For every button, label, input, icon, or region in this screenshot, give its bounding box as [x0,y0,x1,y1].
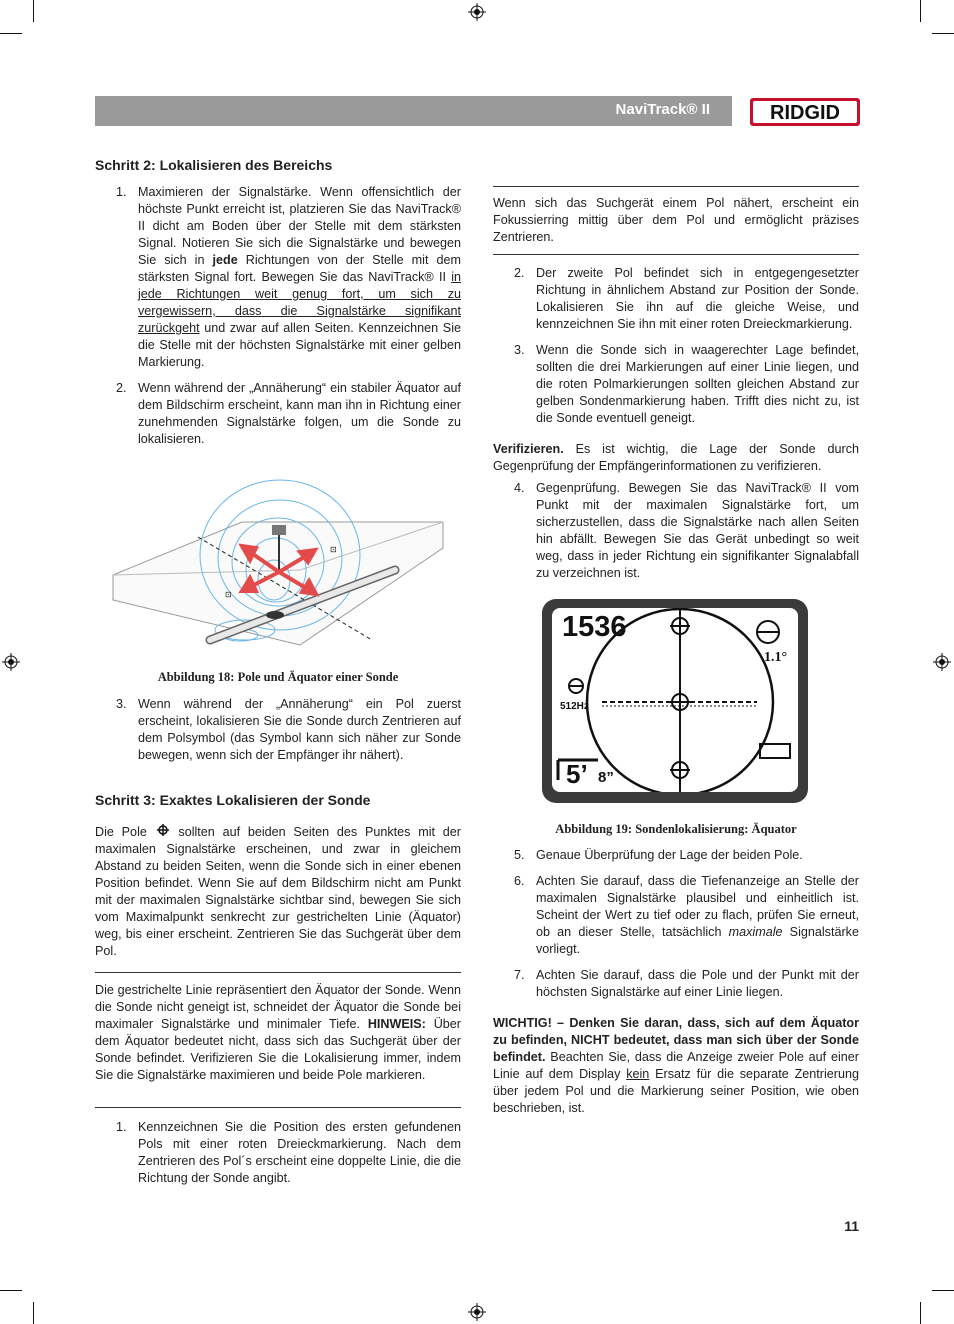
header-bar [95,96,732,126]
pole-icon [155,823,171,838]
item-text: Maximieren der Signalstärke. Wenn offensichtlich der höchste Punkt erreicht ist, platzieren Sie das NaviTrack® II dicht am Boden über der Stelle mit dem stärksten Signal. Notieren Sie sich die Signalstärke und bewegen Sie sich in [138,185,461,267]
list-item [514,847,859,864]
crop-mark [0,1290,22,1291]
note-label: HINWEIS: [367,1017,426,1031]
svg-text:⊡: ⊡ [330,545,337,554]
list-number: 4. [514,481,525,495]
list-item [514,342,859,427]
box-rule-top [493,186,859,187]
item-text: Achten Sie darauf, dass die Tiefenanzeige an Stelle der maximalen Signalstärke plausibel und einheitlich ist. Scheint der Wert zu tief oder zu flach, prüfen Sie erneut, ob an dieser Stelle, tatsächlich [536,874,859,939]
registration-mark-icon [468,3,486,21]
list-item [514,873,859,958]
figure-19-caption: Abbildung 19: Sondenlokalisierung: Äquator [555,822,797,836]
list-number: 5. [514,848,525,862]
verify-label: Verifizieren. [493,442,564,456]
item-text: und zwar auf allen Seiten. Kennzeichnen Sie die Stelle mit der höchsten Signalstärke mit einer gelben Markierung. [138,321,461,369]
step3-heading: Schritt 3: Exaktes Lokalisieren der Sonde [95,792,371,808]
paragraph-text: Die Pole [95,825,147,839]
note-text: Über dem Äquator bedeutet nicht, dass sich das Suchgerät über der Sonde befindet. Verifizieren Sie die Lokalisierung immer, indem Sie die Signalstärke maximieren und beide Pole markieren. [95,1017,461,1082]
verify-paragraph [493,441,859,475]
item-text: Achten Sie darauf, dass die Pole und der Punkt mit der höchsten Signalstärke auf einer Linie liegen. [536,968,859,999]
list-item [514,480,859,582]
item-text-italic: maximale [728,925,783,939]
crop-mark [932,1290,954,1291]
equator-note [95,982,461,1084]
registration-mark-icon [468,1303,486,1321]
box-rule-bottom [493,254,859,255]
list-item [514,967,859,1001]
paragraph-text: Es ist wichtig, die Lage der Sonde durch Gegenprüfung der Empfängerinformationen zu verifizieren. [493,442,859,473]
receiver-display-screen [552,608,798,792]
ridgid-logo [749,97,861,127]
box-rule-bottom [95,1107,461,1108]
depth-inches-readout: 8” [598,769,614,786]
paragraph-text: sollten auf beiden Seiten des Punktes mit der maximalen Signalstärke erscheinen, und zwar in gleichem Abstand zu beiden Seiten, wenn die Sonde sich in einer ebenen Position befindet. Wenn Sie auf dem Bildschirm nicht am Punkt mit der maximalen Signalstärke sichtbar sind, bewegen Sie sich vom Maximalpunkt senkrecht zur gestrichelten Linie (Äquator) weg, bis einer erscheint. Zentrieren Sie das Suchgerät über dem Pol. [95,825,461,958]
step3-paragraph [95,823,461,960]
item-text-bold: jede [212,253,238,267]
item-text: Der zweite Pol befindet sich in entgegengesetzter Richtung in ähnlichem Abstand zur Position der Sonde. Lokalisieren Sie ihn auf die gleiche Weise, und kennzeichnen Sie ihn mit einer roten Dreieckmarkierung. [536,266,859,331]
crop-mark [920,1302,921,1324]
paragraph-text: Ersatz für die separate Zentrierung über jedem Pol und die Markierung seiner Position, wie oben beschrieben, ist. [493,1067,859,1115]
tilt-angle-readout: 1.1° [764,650,788,665]
list-item [514,265,859,333]
page-number: 11 [844,1218,859,1234]
registration-mark-icon [933,653,951,671]
signal-strength-readout: 1536 [562,611,627,643]
important-paragraph [493,1015,859,1117]
registration-mark-icon [2,653,20,671]
figure-18-caption: Abbildung 18: Pole und Äquator einer Sonde [157,670,399,684]
list-number: 7. [514,968,525,982]
item-text: Wenn die Sonde sich in waagerechter Lage befindet, sollten die drei Markierungen auf einer Linie liegen, und die roten Polmarkierungen sollten gleichen Abstand zur gelben Sondenmarkierung haben. Trifft dies nicht zu, ist die Sonde eventuell geneigt. [536,343,859,425]
figure-18-illustration [110,470,450,655]
list-item [116,696,461,764]
paragraph-text: Beachten Sie, dass die Anzeige zweier Pole auf einer Linie auf dem Display [493,1050,859,1081]
list-number: 3. [116,697,127,711]
receiver-display-frame [542,599,808,803]
crop-mark [33,0,34,22]
list-number: 6. [514,874,525,888]
step2-heading: Schritt 2: Lokalisieren des Bereichs [95,157,333,173]
logo-text: RIDGID [770,102,840,124]
box-rule-top [95,972,461,973]
crop-mark [0,33,22,34]
list-number: 2. [514,266,525,280]
svg-text:⊡: ⊡ [225,590,232,599]
paragraph-text-underlined: kein [626,1067,650,1081]
item-text: Signalstärke vorliegt. [536,925,859,956]
focus-ring-note: Wenn sich das Suchgerät einem Pol nähert, erscheint ein Fokussierring mittig über dem Pol und ermöglicht präzises Zentrieren. [493,196,859,244]
note-text: Die gestrichelte Linie repräsentiert den Äquator der Sonde. Wenn die Sonde nicht geneigt ist, schneidet der Äquator die Sonde bei maximaler Signalstärke und minimaler Tiefe. [95,983,461,1031]
item-text: Genaue Überprüfung der Lage der beiden Pole. [536,848,803,862]
list-item [116,184,461,371]
crop-mark [33,1302,34,1324]
item-text: Gegenprüfung. Bewegen Sie das NaviTrack® II vom Punkt mit der maximalen Signalstärke fort, um sicherzustellen, dass die Signalstärke nach allen Seiten hin abfällt. Bewegen Sie das Gerät unbedingt so weit weg, dass in jeder Richtung ein signifikanter Signalabfall zu verzeichnen ist. [536,481,859,580]
list-number: 1. [116,185,127,199]
item-text-underlined: in jede Richtungen weit genug fort, um sich zu vergewissern, dass die Signalstärke signifikant zurückgeht [138,270,461,335]
depth-feet-readout: 5’ [566,759,588,789]
item-text: Wenn während der „Annäherung“ ein Pol zuerst erscheint, lokalisieren Sie die Sonde durch Zentrieren auf dem Polsymbol (das Symbol kann sich näher zur Sonde bewegen, wenn sich der Empfänger ihr nähert). [138,697,461,762]
list-item [116,380,461,448]
frequency-readout: 512Hz [560,701,589,712]
crop-mark [932,33,954,34]
list-item [116,1119,461,1187]
item-text: Richtungen von der Stelle mit dem stärksten Signal fort. Bewegen Sie das NaviTrack® II [138,253,461,284]
item-text: Kennzeichnen Sie die Position des ersten gefundenen Pols mit einer roten Dreieckmarkierung. Nach dem Zentrieren des Pol´s erscheint eine doppelte Linie, die die Richtung der Sonde angibt. [138,1120,461,1185]
important-label: WICHTIG! – Denken Sie daran, dass, sich auf dem Äquator zu befinden, NICHT bedeutet, dass man sich über der Sonde befindet. [493,1016,859,1064]
header-title: NaviTrack® II [615,101,710,118]
list-number: 3. [514,343,525,357]
item-text: Wenn während der „Annäherung“ ein stabiler Äquator auf dem Bildschirm erscheint, kann man ihn in Richtung einer zunehmenden Signalstärke folgen, um die Sonde zu lokalisieren. [138,381,461,446]
list-number: 1. [116,1120,127,1134]
crop-mark [920,0,921,22]
list-number: 2. [116,381,127,395]
